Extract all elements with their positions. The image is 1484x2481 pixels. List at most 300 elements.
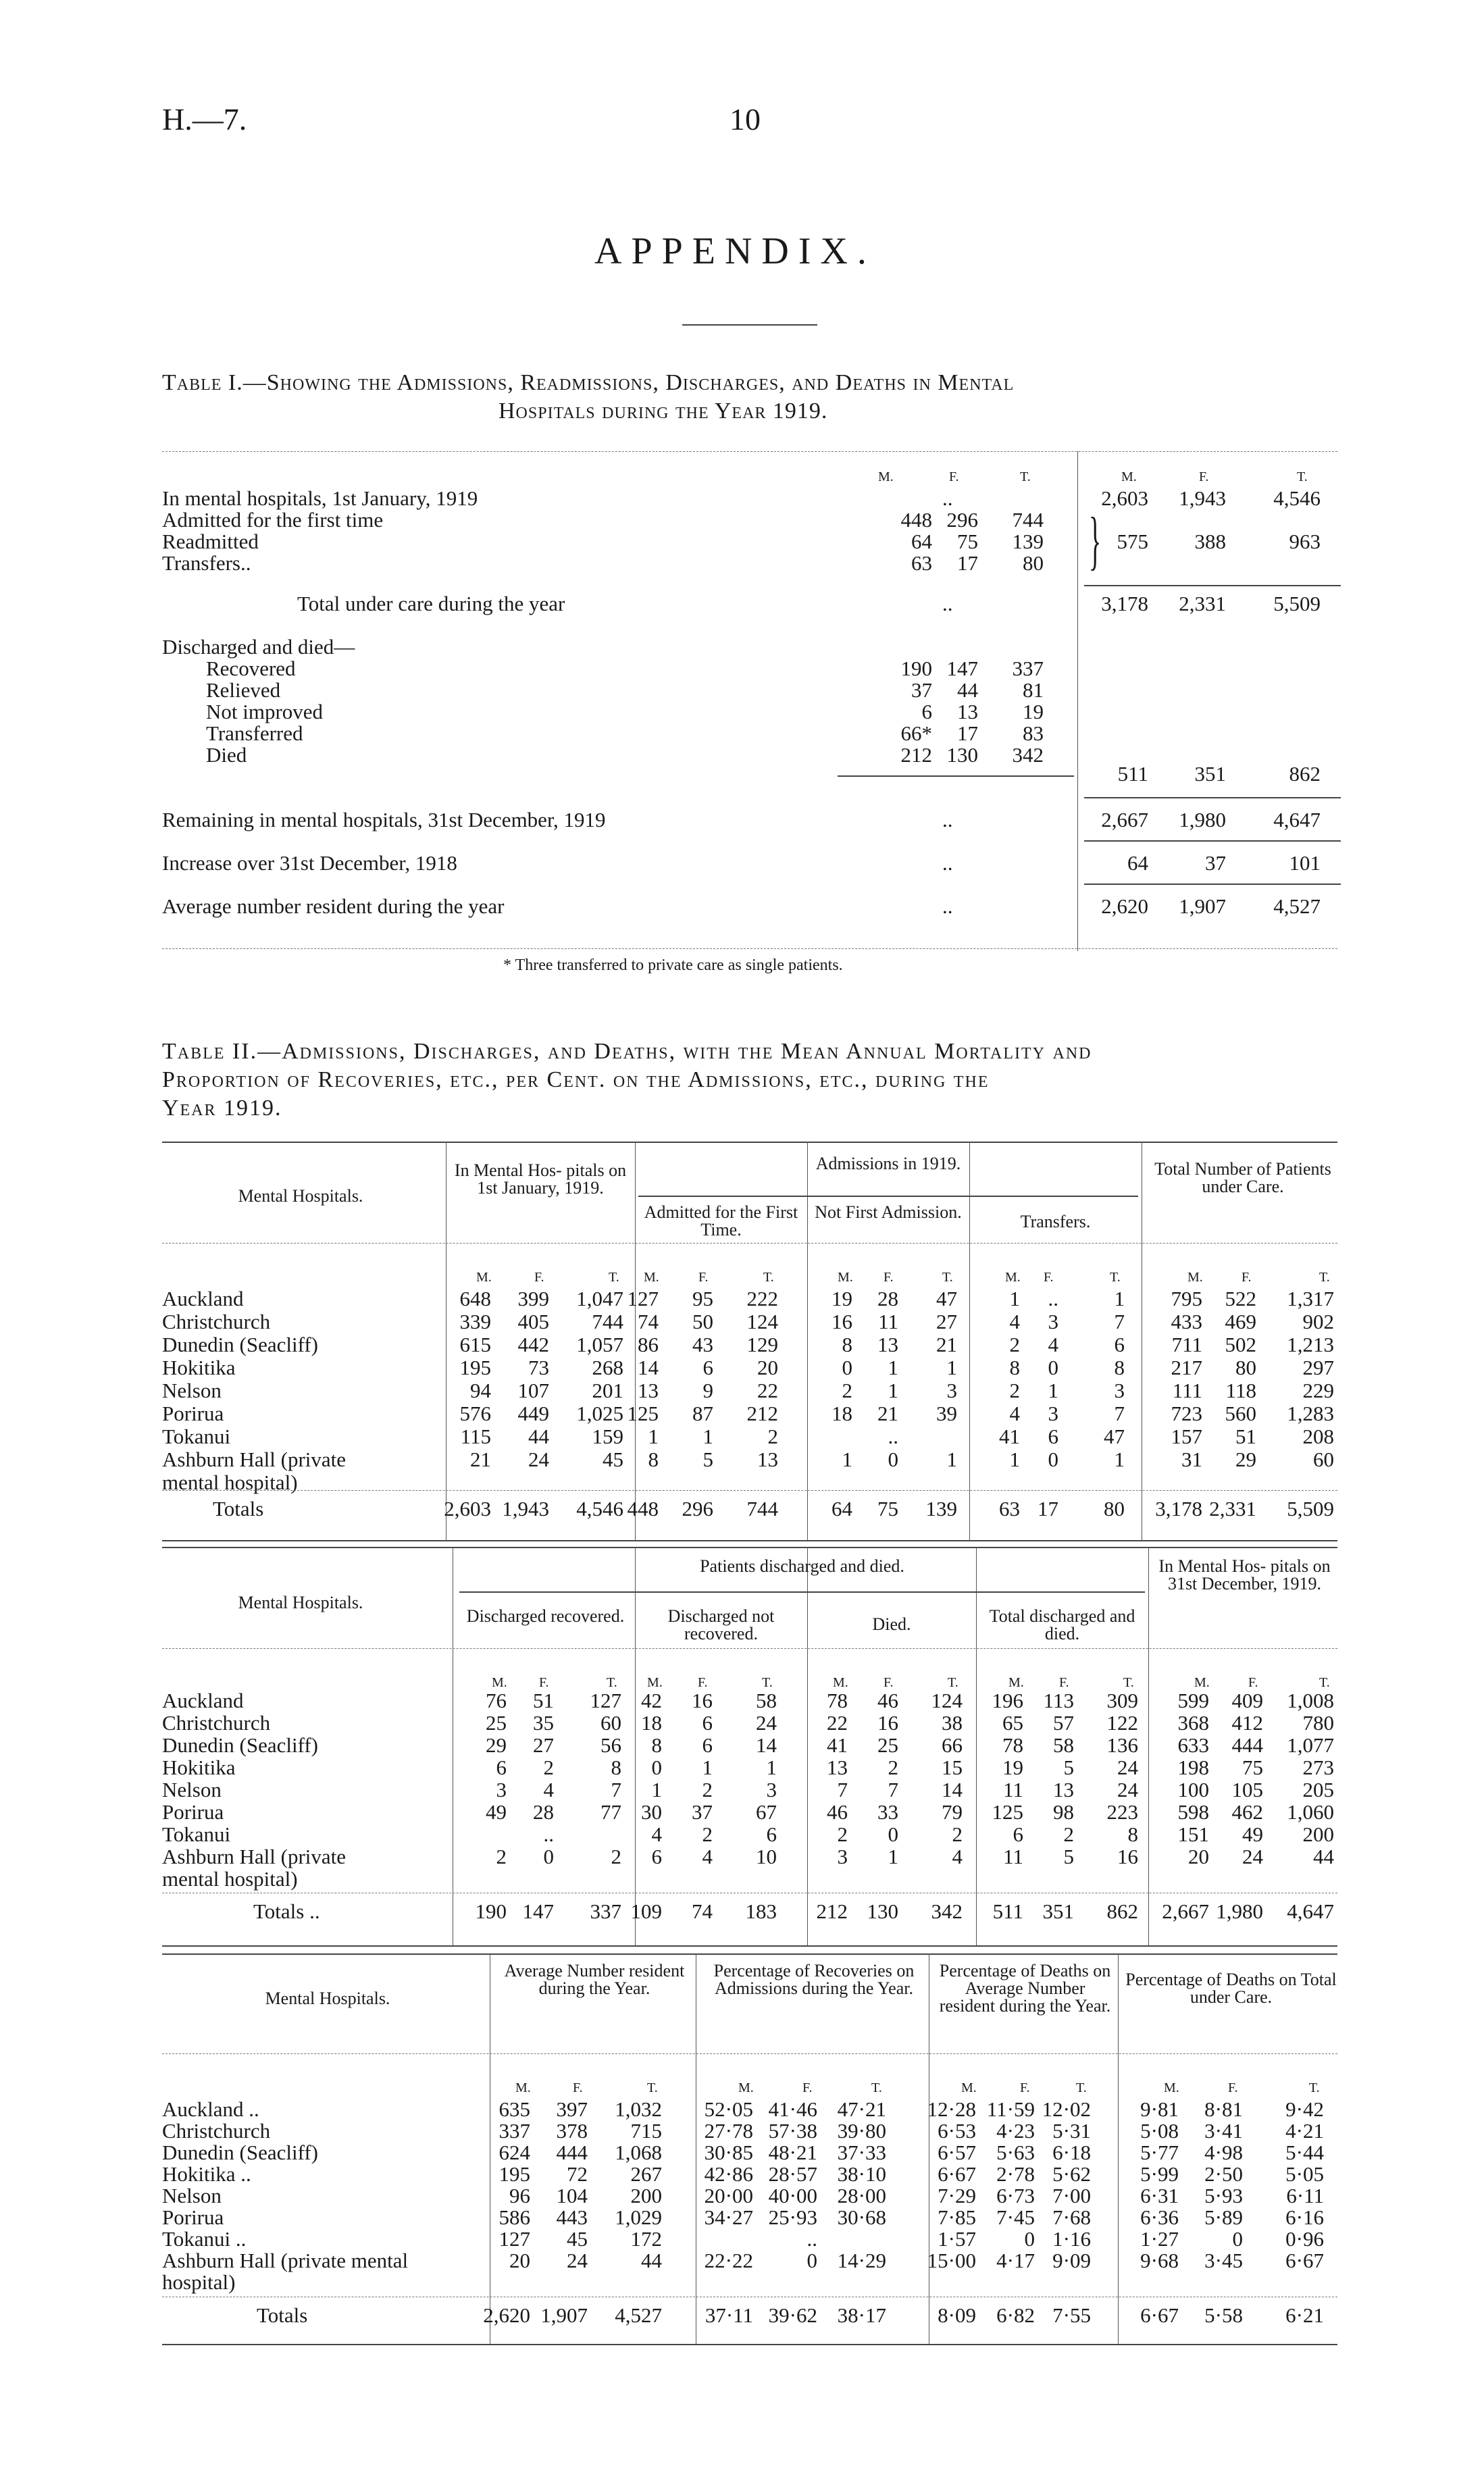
table1-label-increase: Increase over 31st December, 1918	[162, 851, 457, 875]
table1-label-total-under-care: Total under care during the year	[297, 592, 565, 615]
part_a-r4-c3-t: 3	[1114, 1379, 1125, 1402]
part_a-r6-c1-m: 1	[648, 1425, 659, 1448]
part_b-tot-c0-f: 147	[522, 1899, 554, 1923]
part_a-tot-c3-t: 80	[1104, 1497, 1125, 1520]
part_b-r2-c2-m: 41	[827, 1733, 848, 1757]
table1-transfers-b-m: 63	[911, 551, 932, 575]
part_c-r6-c3-m: 1·27	[1140, 2227, 1179, 2251]
table1-died-b-f: 130	[946, 743, 978, 767]
table1-increase-dots: ..	[942, 851, 953, 875]
part_c-r1-c2-t: 5·31	[1052, 2119, 1091, 2143]
part_c-r5-c1-f: 25·93	[768, 2205, 817, 2229]
part_b-r4-c1-m: 1	[651, 1778, 662, 1801]
part_a-hospital-3: Hokitika	[162, 1356, 236, 1379]
part_b-r4-c2-f: 7	[888, 1778, 898, 1801]
part_b-tot-c0-t: 337	[590, 1899, 621, 1923]
part_b-r5-c0-t: 77	[600, 1800, 621, 1824]
part_c-tot-c1-f: 39·62	[768, 2303, 817, 2327]
part_b-r3-c2-f: 2	[888, 1756, 898, 1779]
part_b-r5-c4-f: 462	[1231, 1800, 1263, 1824]
part_b-r3-c3-m: 19	[1002, 1756, 1023, 1779]
part_b-r1-c2-m: 22	[827, 1711, 848, 1735]
part_a-r4-c0-f: 107	[517, 1379, 549, 1402]
part_b-r2-c2-t: 66	[942, 1733, 963, 1757]
part_a-tot-c3-m: 63	[999, 1497, 1020, 1520]
part_a-r7-c1-m: 8	[648, 1448, 659, 1471]
table1-c-rule-4	[1084, 884, 1341, 885]
part_c-r3-c3-t: 5·05	[1285, 2162, 1324, 2186]
part_a-mft-3-m: M.	[1005, 1270, 1021, 1285]
part_c-r6-c0-f: 45	[567, 2227, 588, 2251]
part_c-hospital-6: Tokanui ..	[162, 2227, 247, 2251]
part_b-r5-c1-f: 37	[692, 1800, 713, 1824]
part_a-head-total: Total Number of Patients under Care.	[1154, 1159, 1331, 1196]
part_a-r6-c0-t: 159	[592, 1425, 623, 1448]
table1-relieved-b-m: 37	[911, 678, 932, 702]
part_c-r5-c3-t: 6·16	[1285, 2205, 1324, 2229]
part_b-mft-0-t: T.	[607, 1675, 617, 1690]
part_b-hospital-4: Nelson	[162, 1778, 222, 1801]
table1-b-rule	[838, 775, 1074, 777]
part_c-r2-c0-t: 1,068	[615, 2141, 662, 2164]
part_b-tot-c2-f: 130	[867, 1899, 898, 1923]
part_c-r7-c3-m: 9·68	[1140, 2249, 1179, 2272]
part_a-hospital-6: Tokanui	[162, 1425, 231, 1448]
part_c-r2-c0-f: 444	[556, 2141, 588, 2164]
part_b-r1-c4-f: 412	[1231, 1711, 1263, 1735]
part_b-mft-3-t: T.	[1123, 1675, 1134, 1690]
part_c-r4-c3-m: 6·31	[1140, 2184, 1179, 2207]
part_a-r1-c3-m: 4	[1009, 1310, 1020, 1333]
part_b-r7-c1-t: 10	[756, 1845, 777, 1868]
part_c-r0-c0-f: 397	[556, 2097, 588, 2121]
table1-remaining-c-m: 2,667	[1101, 808, 1148, 832]
part_b-r5-c1-m: 30	[641, 1800, 662, 1824]
part_a-tot-c1-m: 448	[627, 1497, 659, 1520]
table1-b-head-m: M.	[878, 469, 894, 484]
part_a-head-notfirst: Not First Admission.	[815, 1202, 962, 1222]
part_c-hospital-7: Ashburn Hall (private mental	[162, 2249, 409, 2272]
part_b-r5-c0-f: 28	[533, 1800, 554, 1824]
part_a-r1-c0-t: 744	[592, 1310, 623, 1333]
part_c-r3-c3-f: 2·50	[1204, 2162, 1243, 2186]
part_c-r1-c1-f: 57·38	[768, 2119, 817, 2143]
part_b-r0-c1-t: 58	[756, 1689, 777, 1712]
part_a-hospital-5: Porirua	[162, 1402, 224, 1425]
part_b-tot-c0-m: 190	[475, 1899, 507, 1923]
part_c-r1-c0-m: 337	[498, 2119, 530, 2143]
part_a-tot-c2-t: 139	[925, 1497, 957, 1520]
part_c-tot-c3-t: 6·21	[1285, 2303, 1324, 2327]
table1-recovered-b-m: 190	[900, 657, 932, 680]
part_a-head-hospitals: Mental Hospitals.	[238, 1186, 363, 1206]
part_c-tot-c2-f: 6·82	[996, 2303, 1035, 2327]
part_a-r5-c3-f: 3	[1048, 1402, 1058, 1425]
part_a-r5-c4-t: 1,283	[1287, 1402, 1334, 1425]
part_b-tot-c1-t: 183	[745, 1899, 777, 1923]
part_c-r4-c1-t: 28·00	[837, 2184, 886, 2207]
part_b-tot-c4-t: 4,647	[1287, 1899, 1334, 1923]
table1-average-c-f: 1,907	[1179, 894, 1226, 918]
part_a-r6-c1-f: 1	[702, 1425, 713, 1448]
part_c-head-deaths: Percentage of Deaths on Average Number resident during the Year.	[939, 1961, 1111, 2016]
table1-died-b-t: 342	[1012, 743, 1044, 767]
part_c-r4-c0-m: 96	[509, 2184, 530, 2207]
part_c-r3-c0-f: 72	[567, 2162, 588, 2186]
part_b-head-hospitals: Mental Hospitals.	[238, 1593, 363, 1612]
part_a-r4-c1-t: 22	[757, 1379, 778, 1402]
part_c-tot-c0-f: 1,907	[540, 2303, 588, 2327]
part_a-r7-c2-f: 0	[888, 1448, 898, 1471]
part_b-head-group: Patients discharged and died.	[700, 1556, 904, 1576]
part_c-bottom-rule	[162, 2344, 1337, 2345]
part_a-r3-c4-f: 80	[1235, 1356, 1256, 1379]
table1-c-rule-3	[1084, 840, 1341, 842]
part_c-r0-c3-m: 9·81	[1140, 2097, 1179, 2121]
part_a-r1-c3-f: 3	[1048, 1310, 1058, 1333]
table1-not-improved-b-f: 13	[957, 700, 978, 723]
part_a-r3-c1-t: 20	[757, 1356, 778, 1379]
part_b-r2-c4-m: 633	[1177, 1733, 1209, 1757]
part_b-r4-c4-t: 205	[1302, 1778, 1334, 1801]
table1-brace: }	[1088, 504, 1102, 576]
part_a-r1-c0-m: 339	[459, 1310, 491, 1333]
part_b-mft-2-t: T.	[948, 1675, 958, 1690]
part_a-head-first: Admitted for the First Time.	[644, 1202, 798, 1239]
table1-average-c-m: 2,620	[1101, 894, 1148, 918]
part_b-r6-c2-t: 2	[952, 1822, 963, 1846]
part_b-totals-label: Totals ..	[253, 1899, 320, 1923]
part_c-r2-c2-f: 5·63	[996, 2141, 1035, 2164]
table1-label-readmitted: Readmitted	[162, 530, 259, 553]
part_a-tot-c4-f: 2,331	[1209, 1497, 1256, 1520]
part_c-r4-c1-f: 40·00	[768, 2184, 817, 2207]
part_a-totals-label: Totals	[213, 1497, 264, 1520]
part_c-r2-c1-f: 48·21	[768, 2141, 817, 2164]
part_b-mft-2-f: F.	[884, 1675, 894, 1690]
part_a-r5-c1-f: 87	[692, 1402, 713, 1425]
part_a-r3-c2-m: 0	[842, 1356, 852, 1379]
table1-average-c-t: 4,527	[1273, 894, 1321, 918]
part_b-mft-3-f: F.	[1059, 1675, 1069, 1690]
part_b-r1-c2-f: 16	[877, 1711, 898, 1735]
part_b-r6-c2-m: 2	[837, 1822, 848, 1846]
part_b-r2-c1-m: 8	[651, 1733, 662, 1757]
part_c-r5-c2-m: 7·85	[938, 2205, 976, 2229]
part_a-r7-c4-t: 60	[1313, 1448, 1334, 1471]
part_c-mft-0-m: M.	[515, 2080, 531, 2095]
part_c-r1-c3-f: 3·41	[1204, 2119, 1243, 2143]
part_b-r7-c1-f: 4	[702, 1845, 713, 1868]
part_c-r5-c3-m: 6·36	[1140, 2205, 1179, 2229]
part_a-r6-c4-m: 157	[1171, 1425, 1202, 1448]
table1-recovered-b-t: 337	[1012, 657, 1044, 680]
table1-total-under-care-c-f: 2,331	[1179, 592, 1226, 615]
part_a-r7-c2-t: 1	[946, 1448, 957, 1471]
part_a-head-in: In Mental Hos- pitals on 1st January, 1919.	[454, 1160, 627, 1198]
table1-transferred-b-t: 83	[1023, 721, 1044, 745]
part_c-tot-c2-m: 8·09	[938, 2303, 976, 2327]
table1-disch-total-c-t: 862	[1289, 762, 1321, 786]
part_c-r0-c2-m: 12·28	[927, 2097, 976, 2121]
part_b-head-notrec: Discharged not recovered.	[667, 1606, 775, 1643]
part_b-r0-c2-t: 124	[931, 1689, 963, 1712]
part_c-head-care: Percentage of Deaths on Total under Care.	[1125, 1970, 1337, 2007]
part_c-hospital-0: Auckland ..	[162, 2097, 259, 2121]
part_b-r0-c4-f: 409	[1231, 1689, 1263, 1712]
part_b-mft-2-m: M.	[833, 1675, 848, 1690]
part_a-r4-c2-f: 1	[888, 1379, 898, 1402]
part_a-r6-c0-m: 115	[460, 1425, 491, 1448]
part_c-r7-c1-t: 14·29	[837, 2249, 886, 2272]
part_a-r6-c2-f: ..	[888, 1425, 898, 1448]
part_c-tot-c3-m: 6·67	[1140, 2303, 1179, 2327]
part_a-r7-c1-f: 5	[702, 1448, 713, 1471]
part_c-r7-c3-t: 6·67	[1285, 2249, 1324, 2272]
part_c-mft-0-f: F.	[573, 2080, 583, 2095]
part_b-r6-c3-f: 2	[1063, 1822, 1074, 1846]
part_c-r6-c0-t: 172	[630, 2227, 662, 2251]
part_b-r5-c1-t: 67	[756, 1800, 777, 1824]
part_b-tot-c4-f: 1,980	[1216, 1899, 1263, 1923]
part_b-mft-1-m: M.	[647, 1675, 663, 1690]
part_a-r2-c0-m: 615	[459, 1333, 491, 1356]
part_a-r7-c1-t: 13	[757, 1448, 778, 1471]
part_a-r5-c2-f: 21	[877, 1402, 898, 1425]
part_c-r6-c3-f: 0	[1232, 2227, 1243, 2251]
part_a-r4-c1-m: 13	[638, 1379, 659, 1402]
part_b-mft-1-f: F.	[698, 1675, 708, 1690]
part_b-r6-c1-m: 4	[651, 1822, 662, 1846]
part_b-r4-c0-t: 7	[611, 1778, 621, 1801]
table1-total-under-care-c-m: 3,178	[1101, 592, 1148, 615]
part_b-r7-c4-m: 20	[1188, 1845, 1209, 1868]
part_b-r1-c3-t: 122	[1106, 1711, 1138, 1735]
table1-transferred-b-f: 17	[957, 721, 978, 745]
part_c-r6-c2-m: 1·57	[938, 2227, 976, 2251]
part_a-tot-c4-m: 3,178	[1155, 1497, 1202, 1520]
part_a-mft-0-m: M.	[476, 1270, 492, 1285]
part_a-r0-c3-t: 1	[1114, 1287, 1125, 1310]
part_a-top-rule	[162, 1142, 1337, 1143]
part_c-top-rule	[162, 1953, 1337, 1955]
part_c-r2-c2-t: 6·18	[1052, 2141, 1091, 2164]
part_b-r3-c2-m: 13	[827, 1756, 848, 1779]
part_b-r7-c1-m: 6	[651, 1845, 662, 1868]
part_b-r5-c3-t: 223	[1106, 1800, 1138, 1824]
part_b-r7-c4-t: 44	[1313, 1845, 1334, 1868]
part_b-r0-c0-t: 127	[590, 1689, 621, 1712]
part_a-mft-0-t: T.	[609, 1270, 619, 1285]
part_a-r4-c2-m: 2	[842, 1379, 852, 1402]
table1-increase-c-f: 37	[1205, 851, 1226, 875]
part_c-r1-c0-t: 715	[630, 2119, 662, 2143]
part_c-r6-c2-t: 1·16	[1052, 2227, 1091, 2251]
part_b-r4-c3-f: 13	[1053, 1778, 1074, 1801]
part_c-head-rec: Percentage of Recoveries on Admissions during the Year.	[713, 1961, 915, 1998]
part_a-r2-c4-m: 711	[1171, 1333, 1202, 1356]
part_c-r5-c1-m: 34·27	[704, 2205, 753, 2229]
part_a-r0-c1-t: 222	[746, 1287, 778, 1310]
table1-c-head-f: F.	[1199, 469, 1209, 484]
page-number: 10	[730, 102, 761, 136]
part_b-r5-c2-m: 46	[827, 1800, 848, 1824]
part_a-r3-c2-t: 1	[946, 1356, 957, 1379]
part_a-mft-4-f: F.	[1242, 1270, 1252, 1285]
part_b-r6-c0-f: ..	[543, 1822, 554, 1846]
part_b-mft-1-t: T.	[762, 1675, 773, 1690]
part_c-mft-1-f: F.	[802, 2080, 813, 2095]
part_a-r1-c1-m: 74	[638, 1310, 659, 1333]
part_c-r7-c2-m: 15·00	[927, 2249, 976, 2272]
part_a-r6-c3-m: 41	[999, 1425, 1020, 1448]
part_a-r4-c4-m: 111	[1172, 1379, 1202, 1402]
part_a-mft-1-t: T.	[763, 1270, 774, 1285]
part_a-r5-c2-t: 39	[936, 1402, 957, 1425]
part_c-r5-c2-f: 7·45	[996, 2205, 1035, 2229]
part_a-r3-c3-t: 8	[1114, 1356, 1125, 1379]
part_b-tot-c2-t: 342	[931, 1899, 963, 1923]
part_c-head-rule	[162, 2053, 1337, 2054]
part_b-r3-c0-f: 2	[543, 1756, 554, 1779]
part_b-r6-c1-t: 6	[766, 1822, 777, 1846]
part_a-r7-c2-m: 1	[842, 1448, 852, 1471]
part_b-r3-c2-t: 15	[942, 1756, 963, 1779]
table1-label-in-hospital: In mental hospitals, 1st January, 1919	[162, 486, 478, 510]
table1-label-transfers: Transfers..	[162, 551, 251, 575]
part_a-r1-c0-f: 405	[517, 1310, 549, 1333]
part_c-r7-c1-m: 22·22	[704, 2249, 753, 2272]
part_c-r5-c2-t: 7·68	[1052, 2205, 1091, 2229]
table1-readmitted-c-f: 388	[1194, 530, 1226, 553]
part_b-r7-c0-f: 0	[543, 1845, 554, 1868]
part_c-head-avg: Average Number resident during the Year.	[504, 1961, 685, 1998]
table1-b-head-f: F.	[949, 469, 959, 484]
part_c-r1-c2-f: 4·23	[996, 2119, 1035, 2143]
part_a-r4-c2-t: 3	[946, 1379, 957, 1402]
part_a-r2-c2-t: 21	[936, 1333, 957, 1356]
part_b-hospital-2: Dunedin (Seacliff)	[162, 1733, 318, 1757]
table1-readmitted-c-t: 963	[1289, 530, 1321, 553]
part_a-tot-c3-f: 17	[1038, 1497, 1058, 1520]
part_b-r0-c2-f: 46	[877, 1689, 898, 1712]
part_b-r3-c4-m: 198	[1177, 1756, 1209, 1779]
part_a-mft-2-f: F.	[884, 1270, 894, 1285]
part_a-r0-c1-m: 127	[627, 1287, 659, 1310]
table1-total-under-care-c-t: 5,509	[1273, 592, 1321, 615]
part_b-head-rule	[162, 1648, 1337, 1649]
part_b-r7-c3-m: 11	[1003, 1845, 1023, 1868]
table2-caption-line3: Year 1919.	[162, 1096, 282, 1121]
part_a-r2-c3-f: 4	[1048, 1333, 1058, 1356]
table1-label-remaining: Remaining in mental hospitals, 31st December, 1919	[162, 808, 606, 832]
part_a-r5-c4-f: 560	[1225, 1402, 1256, 1425]
part_c-r1-c1-t: 39·80	[837, 2119, 886, 2143]
part_c-r3-c3-m: 5·99	[1140, 2162, 1179, 2186]
part_a-mft-1-m: M.	[644, 1270, 659, 1285]
table1-first-time-b-f: 296	[946, 508, 978, 532]
part_a-r0-c4-t: 1,317	[1287, 1287, 1334, 1310]
part_b-r2-c3-t: 136	[1106, 1733, 1138, 1757]
table1-relieved-b-t: 81	[1023, 678, 1044, 702]
part_b-r0-c1-m: 42	[641, 1689, 662, 1712]
part_c-r4-c2-m: 7·29	[938, 2184, 976, 2207]
table1-remaining-c-f: 1,980	[1179, 808, 1226, 832]
part_b-r5-c0-m: 49	[486, 1800, 507, 1824]
table1-relieved-b-f: 44	[957, 678, 978, 702]
part_c-tot-c1-t: 38·17	[837, 2303, 886, 2327]
part_b-tot-c2-m: 212	[816, 1899, 848, 1923]
part_b-tot-c3-m: 511	[992, 1899, 1023, 1923]
part_b-r6-c1-f: 2	[702, 1822, 713, 1846]
table1-c-head-t: T.	[1297, 469, 1308, 484]
table1-first-time-b-t: 744	[1012, 508, 1044, 532]
part_a-r4-c1-f: 9	[702, 1379, 713, 1402]
part_b-r6-c3-t: 8	[1127, 1822, 1138, 1846]
table1-label-first-time: Admitted for the first time	[162, 508, 384, 532]
part_b-hospital-6: Tokanui	[162, 1822, 231, 1846]
part_b-top-rule	[162, 1547, 1337, 1548]
part_b-mft-4-t: T.	[1319, 1675, 1330, 1690]
part_c-tot-c0-m: 2,620	[483, 2303, 530, 2327]
part_c-r4-c2-t: 7·00	[1052, 2184, 1091, 2207]
part_b-r6-c4-m: 151	[1177, 1822, 1209, 1846]
part_b-r4-c4-m: 100	[1177, 1778, 1209, 1801]
table1-top-rule	[162, 451, 1337, 452]
part_c-r7-c0-f: 24	[567, 2249, 588, 2272]
part_b-hospital-0: Auckland	[162, 1689, 244, 1712]
part_b-head-in: In Mental Hos- pitals on 31st December, 1919.	[1158, 1556, 1331, 1593]
part_b-r2-c1-f: 6	[702, 1733, 713, 1757]
part_b-r2-c4-f: 444	[1231, 1733, 1263, 1757]
part_b-r6-c4-t: 200	[1302, 1822, 1334, 1846]
part_b-r1-c3-m: 65	[1002, 1711, 1023, 1735]
part_c-r2-c3-f: 4·98	[1204, 2141, 1243, 2164]
part_a-mft-4-m: M.	[1187, 1270, 1203, 1285]
part_b-r7-c0-t: 2	[611, 1845, 621, 1868]
part_b-r0-c3-f: 113	[1043, 1689, 1074, 1712]
part_b-r3-c1-t: 1	[766, 1756, 777, 1779]
part_c-r0-c1-m: 52·05	[704, 2097, 753, 2121]
part_b-head-rec: Discharged recovered.	[466, 1606, 625, 1626]
part_b-tot-c1-f: 74	[692, 1899, 713, 1923]
part_c-r0-c0-m: 635	[498, 2097, 530, 2121]
part_a-r6-c4-f: 51	[1235, 1425, 1256, 1448]
part_b-r6-c4-f: 49	[1242, 1822, 1263, 1846]
part_c-r1-c0-f: 378	[556, 2119, 588, 2143]
part_a-r1-c2-f: 11	[878, 1310, 898, 1333]
part_b-r3-c4-f: 75	[1242, 1756, 1263, 1779]
part_c-hospital-5: Porirua	[162, 2205, 224, 2229]
part_a-mft-0-f: F.	[534, 1270, 544, 1285]
part_a-r4-c0-t: 201	[592, 1379, 623, 1402]
part_b-r5-c2-t: 79	[942, 1800, 963, 1824]
part_b-r2-c4-t: 1,077	[1287, 1733, 1334, 1757]
part_a-r0-c0-f: 399	[517, 1287, 549, 1310]
table1-increase-c-t: 101	[1289, 851, 1321, 875]
part_a-r3-c0-t: 268	[592, 1356, 623, 1379]
part_a-tot-c0-m: 2,603	[444, 1497, 491, 1520]
part_c-r1-c3-m: 5·08	[1140, 2119, 1179, 2143]
part_b-r1-c0-m: 25	[486, 1711, 507, 1735]
part_a-mft-4-t: T.	[1319, 1270, 1330, 1285]
part_c-mft-0-t: T.	[647, 2080, 658, 2095]
table1-c-rule-2	[1084, 797, 1341, 798]
table1-c-rule-1	[1084, 585, 1341, 586]
part_a-r2-c0-f: 442	[517, 1333, 549, 1356]
part_a-r4-c0-m: 94	[470, 1379, 491, 1402]
part_a-r5-c1-m: 125	[627, 1402, 659, 1425]
